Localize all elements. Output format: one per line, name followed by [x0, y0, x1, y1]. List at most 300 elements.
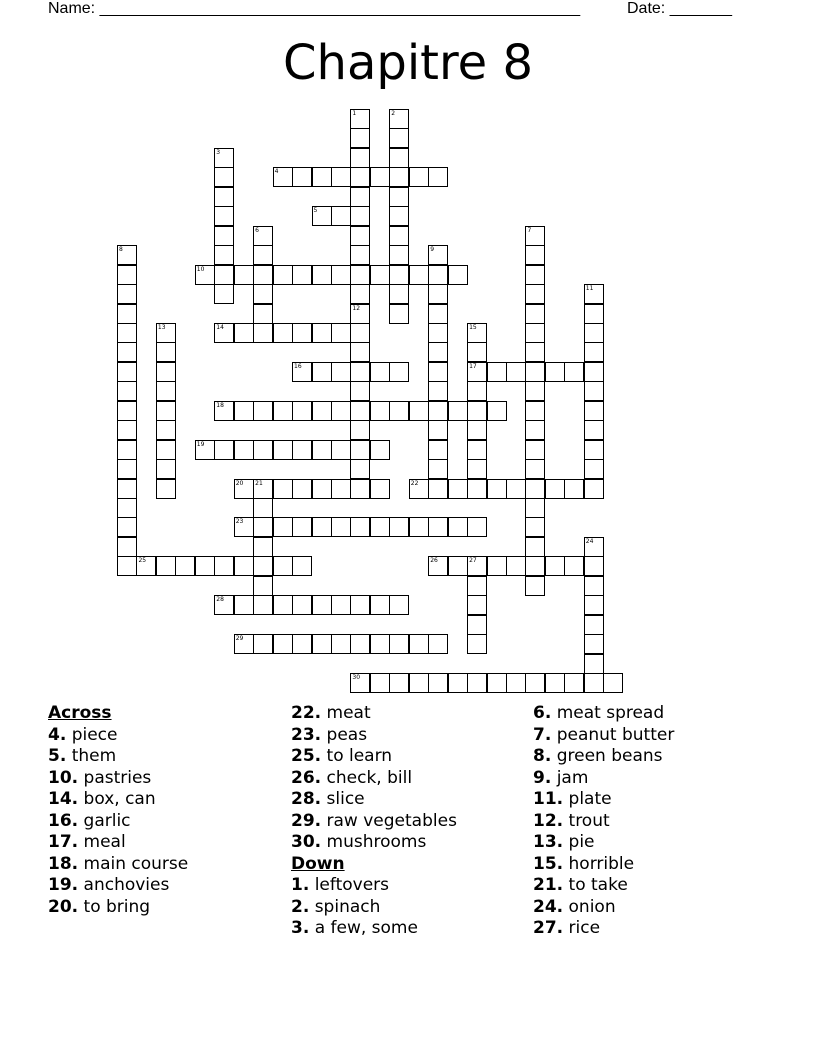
- grid-cell[interactable]: [525, 304, 545, 324]
- grid-cell[interactable]: [350, 323, 370, 343]
- grid-cell[interactable]: [117, 459, 137, 479]
- grid-cell[interactable]: [467, 440, 487, 460]
- grid-cell[interactable]: [487, 479, 507, 499]
- grid-cell[interactable]: [584, 342, 604, 362]
- grid-cell[interactable]: [331, 265, 351, 285]
- cell-number: 28: [216, 596, 224, 604]
- grid-cell[interactable]: [117, 440, 137, 460]
- grid-cell[interactable]: [584, 654, 604, 674]
- grid-cell[interactable]: [292, 167, 312, 187]
- grid-cell[interactable]: [525, 459, 545, 479]
- grid-cell[interactable]: [156, 479, 176, 499]
- grid-cell[interactable]: [117, 537, 137, 557]
- grid-cell[interactable]: [525, 440, 545, 460]
- grid-cell[interactable]: [467, 634, 487, 654]
- grid-cell[interactable]: [117, 498, 137, 518]
- grid-cell[interactable]: [331, 362, 351, 382]
- grid-cell[interactable]: [389, 206, 409, 226]
- clue-item: [291, 832, 457, 854]
- grid-cell[interactable]: [370, 479, 390, 499]
- grid-cell[interactable]: [389, 362, 409, 382]
- grid-cell[interactable]: [350, 459, 370, 479]
- grid-cell[interactable]: [389, 226, 409, 246]
- grid-cell[interactable]: [253, 226, 273, 246]
- grid-cell[interactable]: [525, 479, 545, 499]
- grid-cell[interactable]: [350, 595, 370, 615]
- grid-cell[interactable]: [584, 595, 604, 615]
- grid-cell[interactable]: [389, 265, 409, 285]
- grid-cell[interactable]: [545, 556, 565, 576]
- grid-cell[interactable]: [331, 167, 351, 187]
- grid-cell[interactable]: [350, 148, 370, 168]
- grid-cell[interactable]: [525, 323, 545, 343]
- grid-cell[interactable]: [467, 556, 487, 576]
- grid-cell[interactable]: [292, 556, 312, 576]
- grid-cell[interactable]: [525, 245, 545, 265]
- grid-cell[interactable]: [273, 479, 293, 499]
- cell-number: 25: [138, 557, 147, 565]
- grid-cell[interactable]: [448, 556, 468, 576]
- grid-cell[interactable]: [428, 342, 448, 362]
- grid-cell[interactable]: [292, 634, 312, 654]
- grid-cell[interactable]: [389, 401, 409, 421]
- grid-cell[interactable]: [331, 440, 351, 460]
- grid-cell[interactable]: [506, 556, 526, 576]
- grid-cell[interactable]: [448, 479, 468, 499]
- grid-cell[interactable]: [214, 595, 234, 615]
- grid-cell[interactable]: [234, 401, 254, 421]
- grid-cell[interactable]: [292, 440, 312, 460]
- grid-cell[interactable]: [409, 167, 429, 187]
- clue-item: [533, 746, 674, 768]
- grid-cell[interactable]: [117, 245, 137, 265]
- date-field-label[interactable]: Date: _______: [627, 0, 732, 17]
- clue-text: slice: [321, 789, 365, 809]
- grid-cell[interactable]: [253, 556, 273, 576]
- grid-cell[interactable]: [253, 440, 273, 460]
- grid-cell[interactable]: [428, 362, 448, 382]
- grid-cell[interactable]: [584, 401, 604, 421]
- grid-cell[interactable]: [312, 362, 332, 382]
- grid-cell[interactable]: [584, 304, 604, 324]
- clue-text: meal: [78, 832, 126, 852]
- grid-cell[interactable]: [525, 401, 545, 421]
- grid-cell[interactable]: [117, 265, 137, 285]
- grid-cell[interactable]: [312, 265, 332, 285]
- grid-cell[interactable]: [117, 479, 137, 499]
- cell-number: 10: [196, 265, 205, 273]
- grid-cell[interactable]: [467, 323, 487, 343]
- grid-cell[interactable]: [156, 401, 176, 421]
- grid-cell[interactable]: [292, 479, 312, 499]
- grid-cell[interactable]: [350, 128, 370, 148]
- grid-cell[interactable]: [448, 517, 468, 537]
- grid-cell[interactable]: [350, 304, 370, 324]
- grid-cell[interactable]: [312, 634, 332, 654]
- grid-cell[interactable]: [370, 167, 390, 187]
- grid-cell[interactable]: [117, 304, 137, 324]
- grid-cell[interactable]: [428, 245, 448, 265]
- grid-cell[interactable]: [234, 265, 254, 285]
- grid-cell[interactable]: [409, 634, 429, 654]
- grid-cell[interactable]: [409, 265, 429, 285]
- clue-text: onion: [563, 896, 616, 917]
- clue-number: 17.: [48, 832, 79, 852]
- grid-cell[interactable]: [350, 634, 370, 654]
- grid-cell[interactable]: [370, 440, 390, 460]
- grid-cell[interactable]: [331, 517, 351, 537]
- cell-number: 14: [216, 323, 224, 331]
- grid-cell[interactable]: [409, 517, 429, 537]
- grid-cell[interactable]: [487, 673, 507, 693]
- clue-text: leftovers: [309, 875, 390, 895]
- grid-cell[interactable]: [370, 517, 390, 537]
- grid-cell[interactable]: [273, 634, 293, 654]
- grid-cell[interactable]: [584, 673, 604, 693]
- grid-cell[interactable]: [253, 537, 273, 557]
- grid-cell[interactable]: [506, 479, 526, 499]
- grid-cell[interactable]: [253, 595, 273, 615]
- name-field-label[interactable]: Name: ______________________________________________________: [48, 0, 581, 17]
- grid-cell[interactable]: [214, 187, 234, 207]
- grid-cell[interactable]: [136, 556, 156, 576]
- grid-cell[interactable]: [584, 362, 604, 382]
- clue-text: to bring: [78, 896, 151, 917]
- grid-cell[interactable]: [214, 556, 234, 576]
- grid-cell[interactable]: [525, 342, 545, 362]
- grid-cell[interactable]: [312, 206, 332, 226]
- grid-cell[interactable]: [117, 517, 137, 537]
- grid-cell[interactable]: [467, 401, 487, 421]
- grid-cell[interactable]: [525, 537, 545, 557]
- grid-cell[interactable]: [214, 401, 234, 421]
- grid-cell[interactable]: [389, 284, 409, 304]
- grid-cell[interactable]: [253, 498, 273, 518]
- grid-cell[interactable]: [273, 323, 293, 343]
- grid-cell[interactable]: [331, 479, 351, 499]
- cell-number: 8: [119, 246, 123, 254]
- grid-cell[interactable]: [214, 265, 234, 285]
- grid-cell[interactable]: [584, 381, 604, 401]
- grid-cell[interactable]: [350, 167, 370, 187]
- grid-cell[interactable]: [156, 362, 176, 382]
- grid-cell[interactable]: [117, 556, 137, 576]
- clue-column-3: [533, 703, 674, 940]
- grid-cell[interactable]: [389, 128, 409, 148]
- grid-cell[interactable]: [350, 420, 370, 440]
- grid-cell[interactable]: [584, 323, 604, 343]
- grid-cell[interactable]: [584, 615, 604, 635]
- grid-cell[interactable]: [467, 517, 487, 537]
- grid-cell[interactable]: [156, 381, 176, 401]
- grid-cell[interactable]: [525, 226, 545, 246]
- grid-cell[interactable]: [428, 517, 448, 537]
- grid-cell[interactable]: [564, 673, 584, 693]
- grid-cell[interactable]: [467, 595, 487, 615]
- cell-number: 27: [469, 557, 477, 565]
- grid-cell[interactable]: [525, 265, 545, 285]
- grid-cell[interactable]: [428, 440, 448, 460]
- grid-cell[interactable]: [545, 673, 565, 693]
- grid-cell[interactable]: [234, 634, 254, 654]
- grid-cell[interactable]: [253, 265, 273, 285]
- grid-cell[interactable]: [234, 323, 254, 343]
- grid-cell[interactable]: [409, 673, 429, 693]
- grid-cell[interactable]: [545, 479, 565, 499]
- grid-cell[interactable]: [370, 673, 390, 693]
- grid-cell[interactable]: [273, 440, 293, 460]
- grid-cell[interactable]: [428, 459, 448, 479]
- grid-cell[interactable]: [487, 401, 507, 421]
- grid-cell[interactable]: [428, 401, 448, 421]
- grid-cell[interactable]: [292, 401, 312, 421]
- grid-cell[interactable]: [448, 401, 468, 421]
- page-title: Chapitre 8: [283, 35, 533, 91]
- grid-cell[interactable]: [389, 148, 409, 168]
- grid-cell[interactable]: [117, 342, 137, 362]
- grid-cell[interactable]: [584, 284, 604, 304]
- grid-cell[interactable]: [350, 479, 370, 499]
- grid-cell[interactable]: [253, 284, 273, 304]
- grid-cell[interactable]: [506, 673, 526, 693]
- grid-cell[interactable]: [584, 576, 604, 596]
- grid-cell[interactable]: [428, 420, 448, 440]
- grid-cell[interactable]: [331, 595, 351, 615]
- grid-cell[interactable]: [331, 401, 351, 421]
- grid-cell[interactable]: [467, 615, 487, 635]
- grid-cell[interactable]: [312, 401, 332, 421]
- grid-cell[interactable]: [273, 595, 293, 615]
- grid-cell[interactable]: [467, 576, 487, 596]
- grid-cell[interactable]: [428, 634, 448, 654]
- grid-cell[interactable]: [253, 576, 273, 596]
- grid-cell[interactable]: [584, 634, 604, 654]
- grid-cell[interactable]: [525, 673, 545, 693]
- grid-cell[interactable]: [175, 556, 195, 576]
- grid-cell[interactable]: [350, 381, 370, 401]
- grid-cell[interactable]: [350, 206, 370, 226]
- grid-cell[interactable]: [214, 440, 234, 460]
- grid-cell[interactable]: [603, 673, 623, 693]
- grid-cell[interactable]: [467, 362, 487, 382]
- grid-cell[interactable]: [467, 459, 487, 479]
- grid-cell[interactable]: [273, 517, 293, 537]
- grid-cell[interactable]: [214, 226, 234, 246]
- grid-cell[interactable]: [195, 265, 215, 285]
- grid-cell[interactable]: [350, 362, 370, 382]
- grid-cell[interactable]: [428, 479, 448, 499]
- grid-cell[interactable]: [195, 440, 215, 460]
- grid-cell[interactable]: [370, 595, 390, 615]
- clue-text: them: [66, 746, 117, 766]
- grid-cell[interactable]: [564, 362, 584, 382]
- grid-cell[interactable]: [214, 323, 234, 343]
- grid-cell[interactable]: [428, 673, 448, 693]
- grid-cell[interactable]: [234, 479, 254, 499]
- grid-cell[interactable]: [234, 595, 254, 615]
- grid-cell[interactable]: [370, 362, 390, 382]
- grid-cell[interactable]: [525, 381, 545, 401]
- grid-cell[interactable]: [214, 284, 234, 304]
- grid-cell[interactable]: [428, 284, 448, 304]
- grid-cell[interactable]: [370, 634, 390, 654]
- grid-cell[interactable]: [156, 420, 176, 440]
- grid-cell[interactable]: [487, 556, 507, 576]
- clue-text: anchovies: [78, 875, 170, 895]
- cell-number: 17: [469, 362, 477, 370]
- grid-cell[interactable]: [156, 556, 176, 576]
- grid-cell[interactable]: [214, 245, 234, 265]
- clue-text: green beans: [551, 746, 663, 766]
- grid-cell[interactable]: [584, 537, 604, 557]
- grid-cell[interactable]: [428, 556, 448, 576]
- grid-cell[interactable]: [467, 381, 487, 401]
- grid-cell[interactable]: [234, 517, 254, 537]
- grid-cell[interactable]: [350, 187, 370, 207]
- grid-cell[interactable]: [117, 401, 137, 421]
- grid-cell[interactable]: [312, 323, 332, 343]
- clue-number: 21.: [533, 875, 564, 895]
- grid-cell[interactable]: [350, 673, 370, 693]
- grid-cell[interactable]: [389, 187, 409, 207]
- grid-cell[interactable]: [389, 673, 409, 693]
- grid-cell[interactable]: [350, 517, 370, 537]
- grid-cell[interactable]: [370, 265, 390, 285]
- grid-cell[interactable]: [389, 304, 409, 324]
- grid-cell[interactable]: [195, 556, 215, 576]
- grid-cell[interactable]: [428, 265, 448, 285]
- grid-cell[interactable]: [156, 440, 176, 460]
- grid-cell[interactable]: [253, 323, 273, 343]
- grid-cell[interactable]: [584, 479, 604, 499]
- grid-cell[interactable]: [273, 401, 293, 421]
- grid-cell[interactable]: [487, 362, 507, 382]
- grid-cell[interactable]: [253, 517, 273, 537]
- grid-cell[interactable]: [389, 634, 409, 654]
- grid-cell[interactable]: [312, 517, 332, 537]
- grid-cell[interactable]: [350, 265, 370, 285]
- grid-cell[interactable]: [117, 323, 137, 343]
- grid-cell[interactable]: [389, 167, 409, 187]
- grid-cell[interactable]: [467, 673, 487, 693]
- grid-cell[interactable]: [370, 401, 390, 421]
- grid-cell[interactable]: [292, 595, 312, 615]
- grid-cell[interactable]: [428, 167, 448, 187]
- grid-cell[interactable]: [525, 362, 545, 382]
- grid-cell[interactable]: [584, 440, 604, 460]
- grid-cell[interactable]: [545, 362, 565, 382]
- grid-cell[interactable]: [409, 401, 429, 421]
- clue-number: 4.: [48, 724, 67, 745]
- grid-cell[interactable]: [467, 420, 487, 440]
- grid-cell[interactable]: [467, 479, 487, 499]
- grid-cell[interactable]: [389, 245, 409, 265]
- grid-cell[interactable]: [428, 323, 448, 343]
- cell-number: 3: [216, 148, 221, 156]
- grid-cell[interactable]: [234, 440, 254, 460]
- grid-cell[interactable]: [156, 342, 176, 362]
- clue-number: 22.: [291, 703, 322, 723]
- grid-cell[interactable]: [525, 498, 545, 518]
- grid-cell[interactable]: [253, 634, 273, 654]
- clue-text: piece: [66, 724, 118, 745]
- grid-cell[interactable]: [350, 226, 370, 246]
- grid-cell[interactable]: [428, 381, 448, 401]
- grid-cell[interactable]: [312, 479, 332, 499]
- grid-cell[interactable]: [234, 556, 254, 576]
- grid-cell[interactable]: [525, 556, 545, 576]
- grid-cell[interactable]: [428, 304, 448, 324]
- grid-cell[interactable]: [564, 479, 584, 499]
- clue-number: 11.: [533, 789, 564, 809]
- grid-cell[interactable]: [156, 323, 176, 343]
- grid-cell[interactable]: [467, 342, 487, 362]
- grid-cell[interactable]: [525, 284, 545, 304]
- grid-cell[interactable]: [253, 479, 273, 499]
- grid-cell[interactable]: [409, 479, 429, 499]
- grid-cell[interactable]: [331, 634, 351, 654]
- grid-cell[interactable]: [331, 206, 351, 226]
- clue-item: [533, 897, 674, 919]
- grid-cell[interactable]: [214, 167, 234, 187]
- grid-cell[interactable]: [312, 167, 332, 187]
- grid-cell[interactable]: [350, 401, 370, 421]
- grid-cell[interactable]: [506, 362, 526, 382]
- grid-cell[interactable]: [253, 304, 273, 324]
- grid-cell[interactable]: [273, 556, 293, 576]
- grid-cell[interactable]: [350, 245, 370, 265]
- grid-cell[interactable]: [448, 673, 468, 693]
- grid-cell[interactable]: [117, 284, 137, 304]
- grid-cell[interactable]: [331, 323, 351, 343]
- grid-cell[interactable]: [292, 517, 312, 537]
- grid-cell[interactable]: [117, 362, 137, 382]
- grid-cell[interactable]: [312, 440, 332, 460]
- grid-cell[interactable]: [350, 342, 370, 362]
- grid-cell[interactable]: [389, 517, 409, 537]
- grid-cell[interactable]: [312, 595, 332, 615]
- grid-cell[interactable]: [214, 206, 234, 226]
- grid-cell[interactable]: [253, 245, 273, 265]
- grid-cell[interactable]: [350, 284, 370, 304]
- grid-cell[interactable]: [564, 556, 584, 576]
- cell-number: 24: [585, 537, 594, 545]
- grid-cell[interactable]: [117, 420, 137, 440]
- grid-cell[interactable]: [214, 148, 234, 168]
- grid-cell[interactable]: [292, 362, 312, 382]
- grid-cell[interactable]: [273, 265, 293, 285]
- grid-cell[interactable]: [525, 517, 545, 537]
- grid-cell[interactable]: [389, 109, 409, 129]
- clue-item: [291, 725, 457, 747]
- grid-cell[interactable]: [292, 265, 312, 285]
- grid-cell[interactable]: [525, 420, 545, 440]
- grid-cell[interactable]: [584, 556, 604, 576]
- grid-cell[interactable]: [350, 109, 370, 129]
- grid-cell[interactable]: [584, 459, 604, 479]
- grid-cell[interactable]: [350, 440, 370, 460]
- grid-cell[interactable]: [156, 459, 176, 479]
- grid-cell[interactable]: [117, 381, 137, 401]
- grid-cell[interactable]: [292, 323, 312, 343]
- grid-cell[interactable]: [253, 401, 273, 421]
- grid-cell[interactable]: [273, 167, 293, 187]
- clue-item: [291, 768, 457, 790]
- grid-cell[interactable]: [448, 265, 468, 285]
- grid-cell[interactable]: [525, 576, 545, 596]
- grid-cell[interactable]: [584, 420, 604, 440]
- grid-cell[interactable]: [389, 595, 409, 615]
